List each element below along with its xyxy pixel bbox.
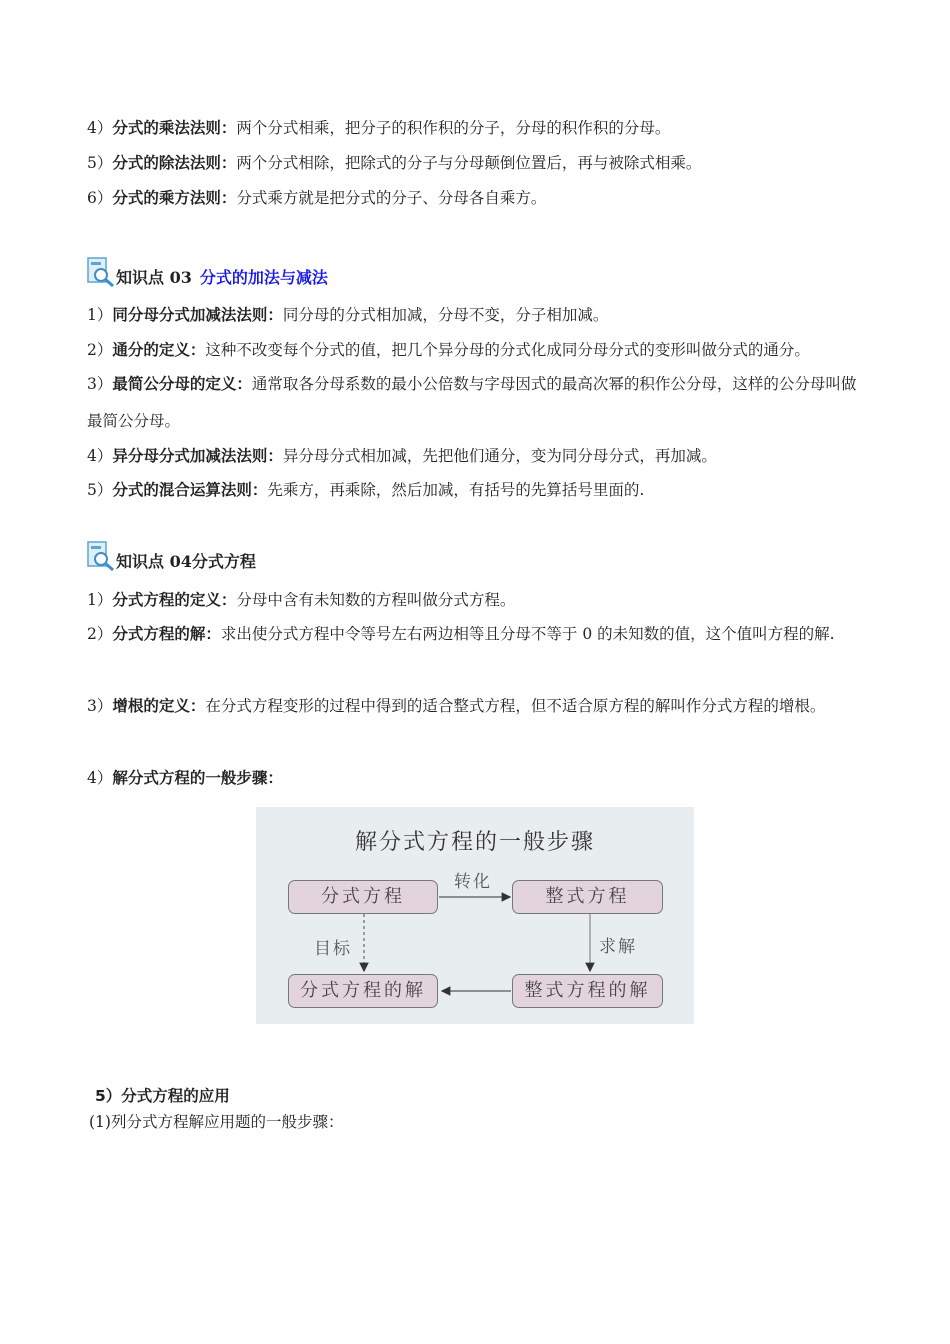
section-03-heading: [86, 254, 328, 288]
rule-item: [87, 180, 867, 217]
item-text: 分式乘方就是把分式的分子、分母各自乘方。: [236, 189, 547, 207]
item-label: 分式的乘方法则：: [112, 189, 237, 207]
item-label: 分式的混合运算法则：: [112, 481, 268, 499]
rule-item: [87, 438, 867, 475]
solving-steps-diagram: [256, 807, 694, 1024]
item-text: 同分母的分式相加减，分母不变，分子相加减。: [282, 306, 609, 324]
rule-item: [87, 145, 867, 182]
item-number: 2）: [87, 341, 113, 359]
item-text: 在分式方程变形的过程中得到的适合整式方程，但不适合原方程的解叫作分式方程的增根。: [205, 697, 826, 715]
item-text: 两个分式相乘，把分子的积作积的分子，分母的积作积的分母。: [236, 119, 671, 137]
item-text: 通常取各分母系数的最小公倍数与字母因式的最高次幂的积作公分母，这样的公分母叫做最简公分母。: [87, 375, 857, 430]
section-label: 知识点 04: [116, 552, 192, 571]
rule-item: [87, 616, 867, 653]
magnifier-book-icon: [86, 256, 116, 288]
rule-item: [87, 472, 867, 509]
item-number: 3）: [87, 375, 113, 393]
label-goal: 目标: [314, 939, 352, 959]
section-title: 分式的加法与减法: [199, 268, 328, 287]
section-04-heading: [86, 538, 256, 572]
item-text: 先乘方，再乘除，然后加减，有括号的先算括号里面的.: [267, 481, 645, 499]
box-integral-solution: 整式方程的解: [512, 974, 663, 1008]
item-text: 异分母分式相加减，先把他们通分，变为同分母分式，再加减。: [282, 447, 717, 465]
item-number: 6）: [87, 189, 113, 207]
item-text: 两个分式相除，把除式的分子与分母颠倒位置后，再与被除式相乘。: [236, 154, 702, 172]
rule-item: [87, 688, 867, 725]
item-label: 分式的乘法法则：: [112, 119, 237, 137]
box-fractional-equation: 分式方程: [288, 880, 438, 914]
application-subheading: (1)列分式方程解应用题的一般步骤：: [89, 1113, 344, 1131]
item-label: 解分式方程的一般步骤：: [112, 769, 283, 787]
item-label: 通分的定义：: [112, 341, 206, 359]
item-label: 增根的定义：: [112, 697, 206, 715]
item-number: 2）: [87, 625, 113, 643]
item-label: 异分母分式加减法法则：: [112, 447, 283, 465]
item-text: 求出使分式方程中令等号左右两边相等且分母不等于 0 的未知数的值，这个值叫方程的解.: [220, 625, 835, 643]
diagram-title: 解分式方程的一般步骤: [354, 830, 595, 855]
label-solve: 求解: [599, 937, 637, 957]
rule-item: [87, 582, 867, 619]
item-number: 3）: [87, 697, 113, 715]
item-number: 4）: [87, 447, 113, 465]
item-label: 分式方程的定义：: [112, 591, 237, 609]
item-number: 1）: [87, 306, 113, 324]
item-number: 5）: [87, 154, 113, 172]
item-label: 分式方程的解：: [112, 625, 221, 643]
section-label: 知识点 03: [116, 268, 192, 287]
rule-item: [87, 760, 867, 797]
rule-item: [87, 332, 867, 369]
section-title: 分式方程: [191, 552, 256, 571]
rule-item: [87, 366, 867, 440]
item-text: 分母中含有未知数的方程叫做分式方程。: [236, 591, 516, 609]
application-heading: 5）分式方程的应用: [95, 1087, 230, 1105]
item-label: 最简公分母的定义：: [112, 375, 252, 393]
item-number: 4）: [87, 769, 113, 787]
rule-item: [87, 297, 867, 334]
item-number: 5）: [87, 481, 113, 499]
item-label: 同分母分式加减法法则：: [112, 306, 283, 324]
item-number: 1）: [87, 591, 113, 609]
box-integral-equation: 整式方程: [512, 880, 663, 914]
rule-item: [87, 110, 867, 147]
box-fractional-solution: 分式方程的解: [288, 974, 438, 1008]
item-label: 分式的除法法则：: [112, 154, 237, 172]
label-transform: 转化: [454, 872, 492, 892]
magnifier-book-icon: [86, 540, 116, 572]
item-text: 这种不改变每个分式的值，把几个异分母的分式化成同分母分式的变形叫做分式的通分。: [205, 341, 810, 359]
item-number: 4）: [87, 119, 113, 137]
